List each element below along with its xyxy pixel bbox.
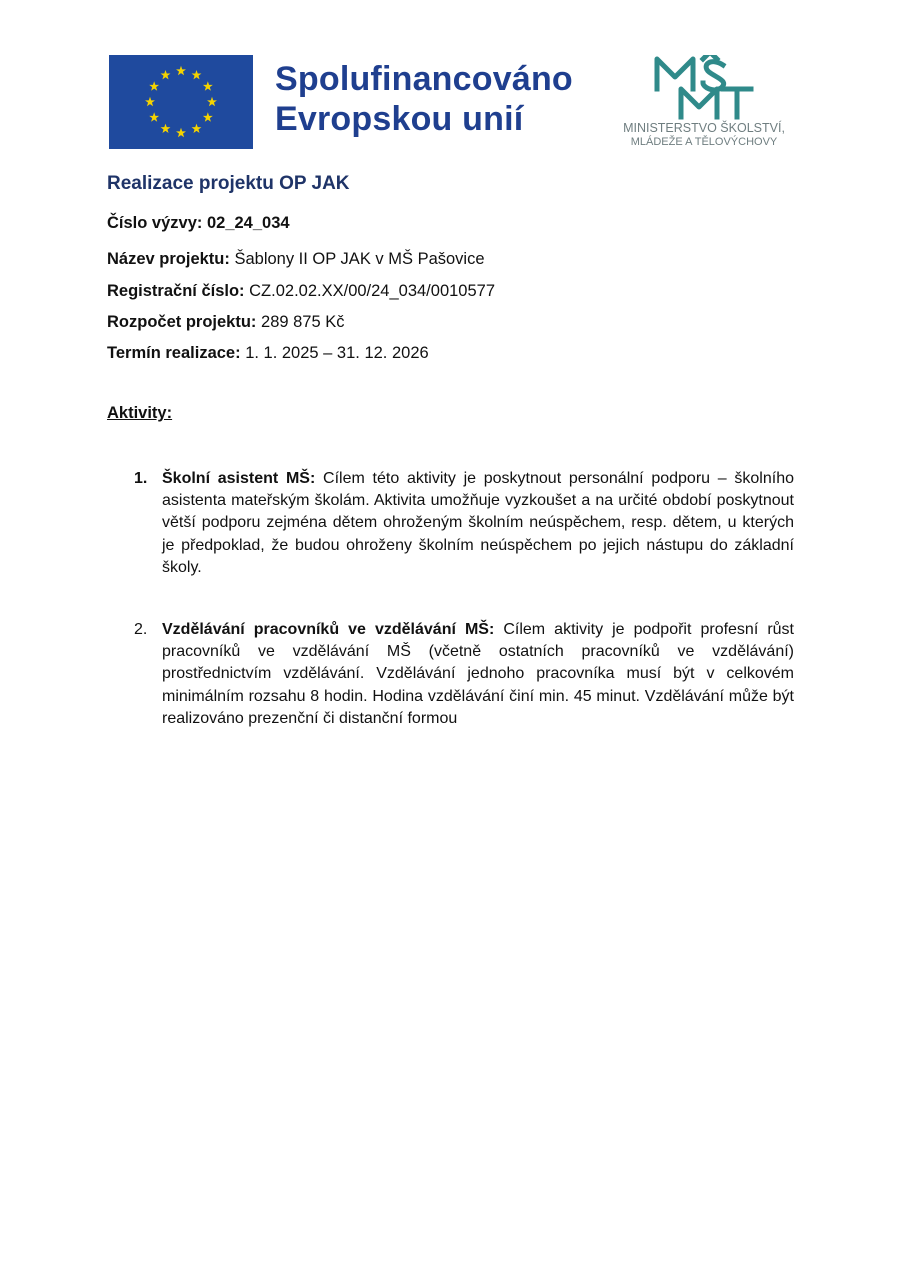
item-title: Vzdělávání pracovníků ve vzdělávání MŠ: <box>162 621 495 638</box>
item-text: Cílem této aktivity je poskytnout personální podporu – školního asistenta mateřským školám. Aktivita umožňuje vyzkoušet a na určité období poskytnout větší podporu zejména dětem ohroženým školním neúspěchem, resp. dětem, u kterých je předpoklad, že budou ohroženy školním neúspěchem po jejich nástupu do základní školy. <box>162 470 794 576</box>
nazev-value: Šablony II OP JAK v MŠ Pašovice <box>234 250 485 268</box>
nazev-label: Název projektu: <box>107 250 230 268</box>
nazev-projektu <box>107 250 485 269</box>
registracni-label: Registrační číslo: <box>107 282 245 300</box>
eu-line-1: Spolufinancováno <box>275 60 573 98</box>
page-title: Realizace projektu OP JAK <box>107 173 350 194</box>
registracni-cislo <box>107 282 495 301</box>
item-body <box>162 468 794 579</box>
aktivity-heading: Aktivity: <box>107 404 173 422</box>
header-logos <box>109 55 809 155</box>
eu-line-2: Evropskou unií <box>275 100 524 138</box>
msmt-logo <box>601 55 807 151</box>
item-text: Cílem aktivity je podpořit profesní růst pracovníků ve vzdělávání MŠ (včetně ostatních pracovníků ve vzdělávání) prostřednictvím vzdělávání. Vzdělávání jednoho pracovníka musí být v celkovém minimálním rozsahu 8 hodin. Hodina vzdělávání činí min. 45 minut. Vzdělávání může být realizováno prezenční či distanční formou <box>162 621 794 727</box>
msmt-monogram-icon <box>651 55 755 121</box>
registracni-value: CZ.02.02.XX/00/24_034/0010577 <box>249 282 496 300</box>
eu-cofinanced-logo-text <box>275 59 573 139</box>
msmt-text <box>601 121 807 149</box>
rozpocet-value: 289 875 Kč <box>261 313 345 331</box>
list-item <box>134 468 794 579</box>
rozpocet-label: Rozpočet projektu: <box>107 313 257 331</box>
item-body <box>162 619 794 730</box>
msmt-line-1: MINISTERSTVO ŠKOLSTVÍ, <box>623 121 785 135</box>
termin-realizace <box>107 344 429 363</box>
termin-value: 1. 1. 2025 – 31. 12. 2026 <box>245 344 429 362</box>
cislo-vyzvy-value: 02_24_034 <box>206 214 290 232</box>
item-number: 2. <box>134 621 148 638</box>
item-title: Školní asistent MŠ: <box>162 470 316 487</box>
cislo-vyzvy-label: Číslo výzvy: <box>107 214 203 232</box>
list-item <box>134 619 794 730</box>
eu-flag-icon <box>109 55 253 149</box>
cislo-vyzvy <box>107 214 290 233</box>
rozpocet-projektu <box>107 313 345 332</box>
item-number: 1. <box>134 470 148 487</box>
termin-label: Termín realizace: <box>107 344 241 362</box>
msmt-line-2: MLÁDEŽE A TĚLOVÝCHOVY <box>630 136 778 148</box>
